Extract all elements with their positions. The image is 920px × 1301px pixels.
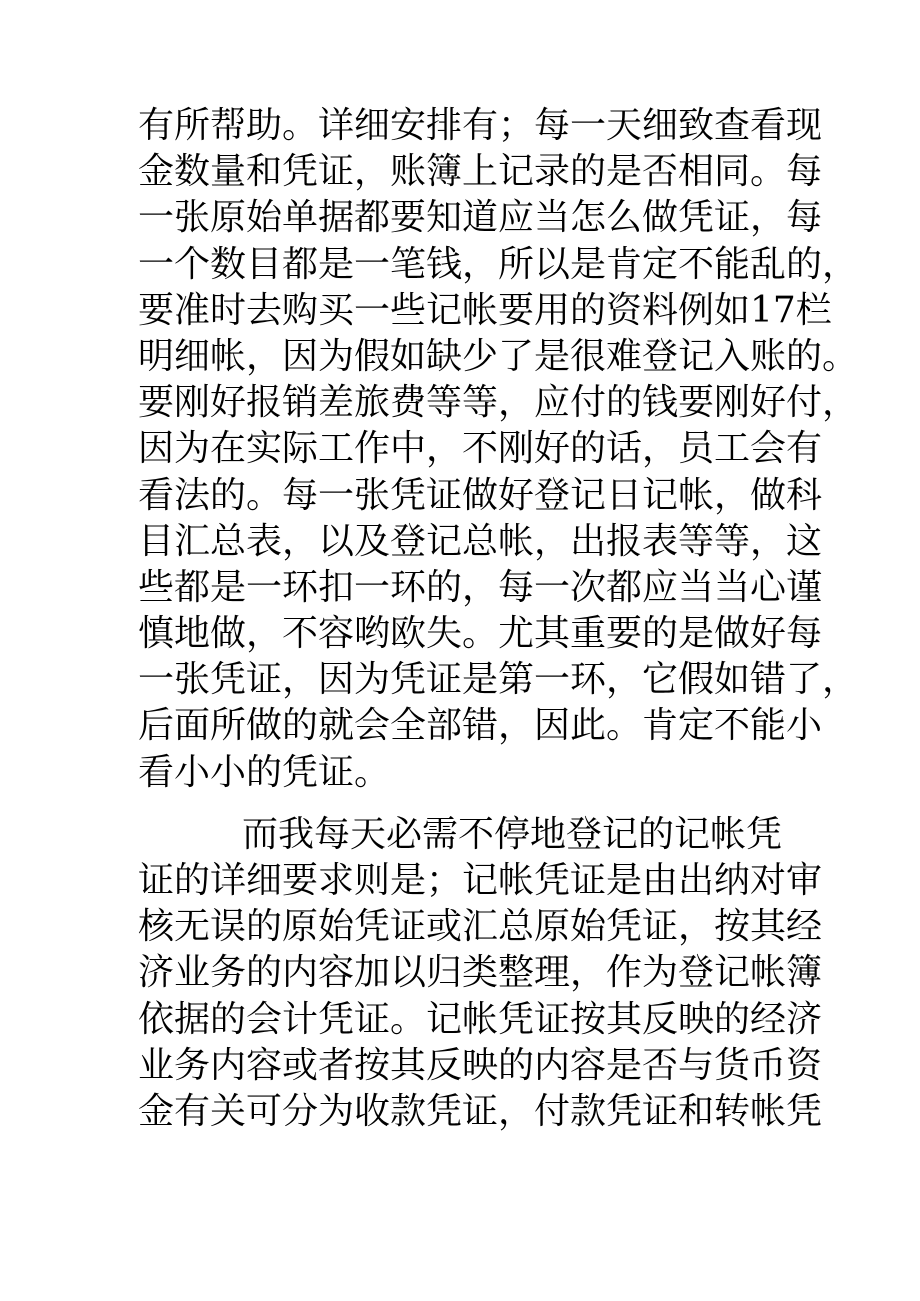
text-line: 核无误的原始凭证或汇总原始凭证，按其经	[138, 906, 823, 948]
text-line: 有所帮助。详细安排有；每一天细致查看现	[138, 105, 823, 146]
text-line: 一个数目都是一笔钱，所以是肯定不能乱的，	[138, 243, 859, 285]
text-line: 依据的会计凭证。记帐凭证按其反映的经济	[138, 998, 823, 1040]
text-line: 看法的。每一张凭证做好登记日记帐，做科	[138, 474, 823, 516]
text-line: 因为在实际工作中，不刚好的话，员工会有	[138, 428, 823, 470]
text-line: 金有关可分为收款凭证，付款凭证和转帐凭	[138, 1090, 823, 1132]
paragraph-2	[138, 812, 823, 1135]
text-line: 要准时去购买一些记帐要用的资料例如17栏	[138, 289, 832, 331]
text-line: 慎地做，不容哟欧失。尤其重要的是做好每	[138, 613, 823, 655]
text-line: 目汇总表，以及登记总帐，出报表等等，这	[138, 520, 823, 562]
paragraph-gap	[138, 796, 818, 812]
text-line: 业务内容或者按其反映的内容是否与货币资	[138, 1044, 823, 1086]
text-line: 看小小的凭证。	[138, 751, 391, 793]
document-body	[138, 103, 859, 1135]
text-line: 后面所做的就会全部错，因此。肯定不能小	[138, 705, 823, 747]
text-line: 明细帐，因为假如缺少了是很难登记入账的。	[138, 335, 859, 377]
text-line: 济业务的内容加以归类整理，作为登记帐簿	[138, 952, 823, 994]
text-line: 些都是一环扣一环的，每一次都应当当心谨	[138, 566, 823, 608]
text-line-indented: 而我每天必需不停地登记的记帐凭	[242, 813, 783, 855]
text-line: 证的详细要求则是；记帐凭证是由出纳对审	[138, 860, 823, 901]
text-line: 金数量和凭证，账簿上记录的是否相同。每	[138, 151, 823, 193]
text-line: 一张凭证，因为凭证是第一环，它假如错了，	[138, 659, 859, 701]
paragraph-1	[138, 103, 859, 796]
text-line: 要刚好报销差旅费等等，应付的钱要刚好付，	[138, 382, 859, 424]
text-line: 一张原始单据都要知道应当怎么做凭证，每	[138, 197, 823, 239]
